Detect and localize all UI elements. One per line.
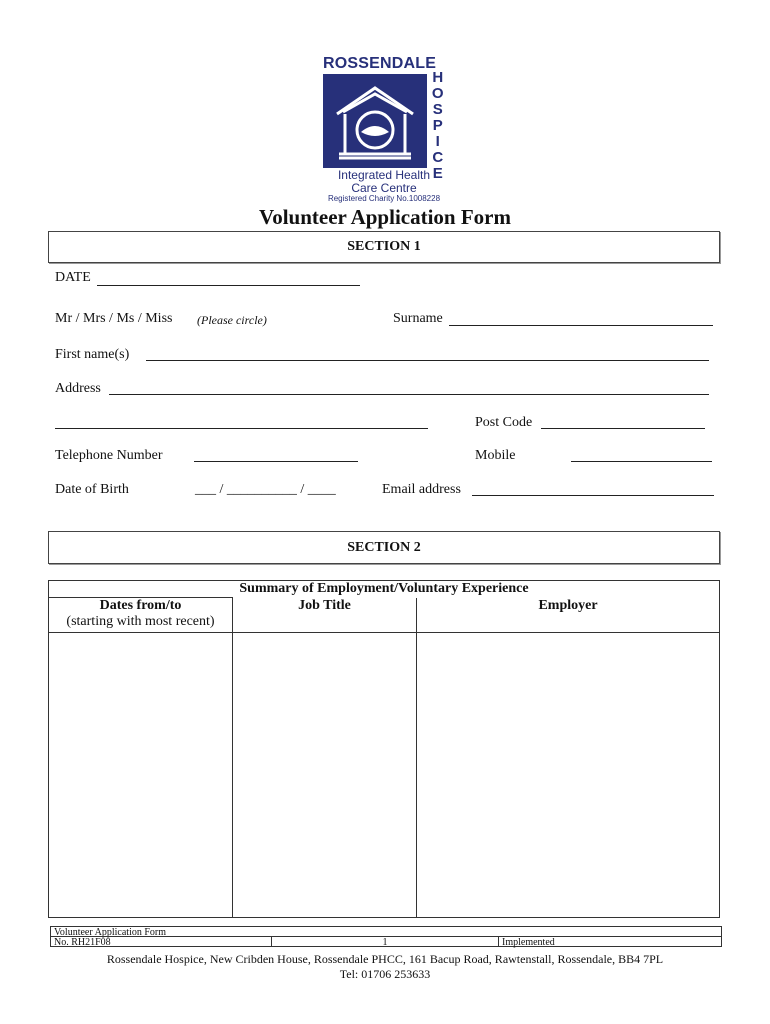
house-icon: [323, 74, 427, 168]
implemented-label: Implemented: [498, 936, 722, 947]
logo-name: ROSSENDALE: [323, 55, 437, 72]
dates-cell[interactable]: [49, 633, 233, 918]
logo-side-text: HOSPICE: [429, 69, 447, 181]
form-name: Volunteer Application Form: [50, 926, 722, 937]
logo-line-2: Care Centre: [351, 181, 417, 195]
address-field-2[interactable]: [55, 428, 428, 429]
col-dates-label: Dates from/to: [99, 598, 182, 613]
hospice-logo: [318, 52, 450, 204]
footer-address: Rossendale Hospice, New Cribden House, Rossendale PHCC, 161 Bacup Road, Rawtenstall, Rossendale, BB4 7PL: [106, 952, 664, 966]
form-id-block: [50, 926, 722, 947]
telephone-label: Telephone Number: [55, 448, 163, 463]
first-names-field[interactable]: [146, 360, 709, 361]
telephone-field[interactable]: [194, 461, 358, 462]
dob-label: Date of Birth: [55, 482, 129, 497]
section-2-header: [48, 531, 720, 564]
address-label: Address: [55, 381, 101, 396]
col-header-employer: Employer: [417, 598, 720, 633]
logo-line-1: Integrated Health: [337, 168, 431, 182]
footer-telephone: Tel: 01706 253633: [339, 967, 431, 981]
email-label: Email address: [382, 482, 461, 497]
experience-table: [48, 580, 720, 918]
first-names-label: First name(s): [55, 347, 130, 362]
page-title: Volunteer Application Form: [258, 205, 511, 229]
title-options[interactable]: Mr / Mrs / Ms / Miss: [55, 311, 173, 326]
page-number: 1: [271, 936, 499, 947]
address-field-1[interactable]: [109, 394, 709, 395]
section-1-heading: SECTION 1: [347, 239, 421, 254]
col-dates-note: (starting with most recent): [66, 614, 215, 629]
post-code-label: Post Code: [475, 415, 533, 430]
employer-cell[interactable]: [417, 633, 720, 918]
job-title-cell[interactable]: [233, 633, 417, 918]
logo-charity: Registered Charity No.1008228: [327, 194, 441, 203]
please-circle-note: (Please circle): [197, 313, 267, 327]
section-1-header: [48, 231, 720, 263]
date-label: DATE: [55, 270, 91, 285]
dob-field[interactable]: ___ / __________ / ____: [195, 482, 336, 497]
surname-label: Surname: [393, 311, 443, 326]
date-field[interactable]: [97, 285, 360, 286]
post-code-field[interactable]: [541, 428, 705, 429]
col-header-dates: [49, 598, 233, 633]
section-2-heading: SECTION 2: [347, 540, 421, 555]
form-number: No. RH21F08: [50, 936, 272, 947]
logo-emblem: [323, 74, 427, 168]
surname-field[interactable]: [449, 325, 713, 326]
mobile-label: Mobile: [475, 448, 516, 463]
table-caption: Summary of Employment/Voluntary Experience: [49, 581, 720, 598]
col-header-job-title: Job Title: [233, 598, 417, 633]
mobile-field[interactable]: [571, 461, 712, 462]
email-field[interactable]: [472, 495, 714, 496]
